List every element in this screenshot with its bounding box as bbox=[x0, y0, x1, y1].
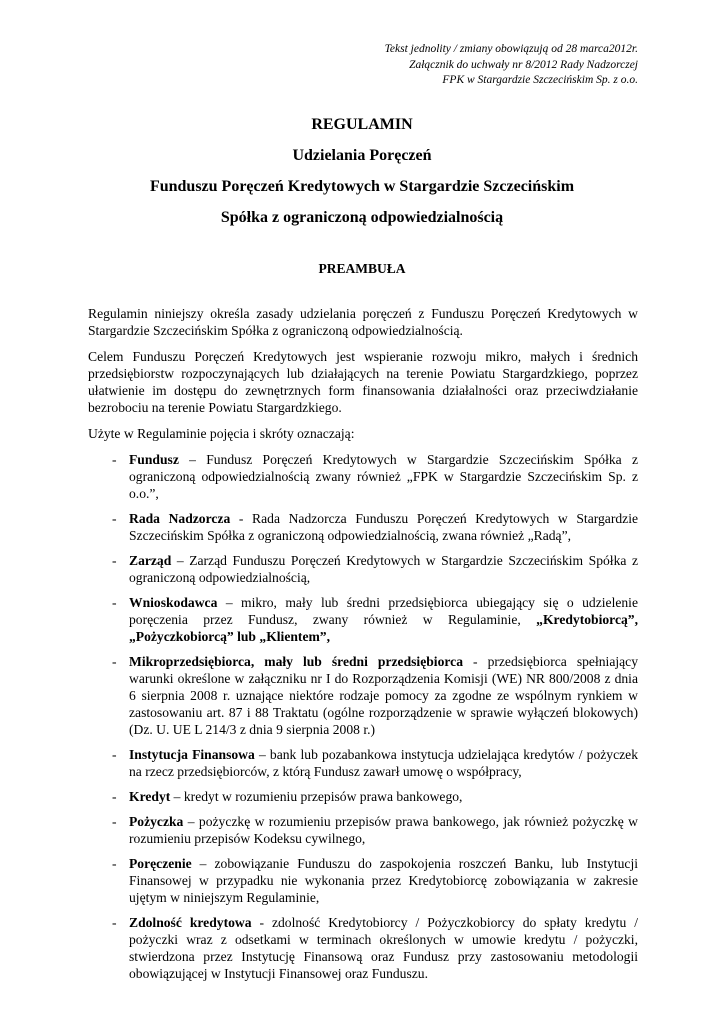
definition-term: Zarząd bbox=[129, 553, 172, 568]
definition-term: Rada Nadzorcza bbox=[129, 511, 231, 526]
definition-item: - Zarząd – Zarząd Funduszu Poręczeń Kredytowych w Stargardzie Szczecińskim Spółka z ograniczoną odpowiedzialnością, bbox=[112, 553, 638, 585]
document-title: REGULAMIN bbox=[311, 116, 413, 133]
definition-text: – zobowiązanie Funduszu do zaspokojenia roszczeń Banku, lub Instytucji Finansowej w przypadku nie wykonania przez Kredytobiorcę zobowiązania w zakresie ujętym w niniejszym Regulaminie, bbox=[129, 856, 638, 905]
definition-term: Fundusz bbox=[129, 452, 179, 467]
definition-text: – Fundusz Poręczeń Kredytowych w Stargardzie Szczecińskim Spółka z ograniczoną odpowiedzialnością zwany również „FPK w Stargardzie Szczecińskim Sp. z o.o.”, bbox=[129, 452, 638, 501]
document-titles bbox=[0, 116, 724, 227]
definition-item: - Fundusz – Fundusz Poręczeń Kredytowych w Stargardzie Szczecińskim Spółka z ograniczoną odpowiedzialnością zwany również „FPK w Stargardzie Szczecińskim Sp. z o.o.”, bbox=[112, 452, 638, 501]
header-note-line: FPK w Stargardzie Szczecińskim Sp. z o.o. bbox=[442, 74, 638, 86]
definition-term: Kredyt bbox=[129, 789, 171, 804]
definitions-list bbox=[88, 451, 638, 982]
definition-text: - zdolność Kredytobiorcy / Pożyczkobiorcy do spłaty kredytu / pożyczki wraz z odsetkami w terminach określonych w umowie kredytu / pożyczki, stwierdzona przez Instytucję Finansową oraz Fundusz przy zastosowaniu metodologii obowiązującej w Instytucji Finansowej oraz Funduszu. bbox=[129, 915, 638, 981]
document-body bbox=[88, 305, 638, 990]
definition-item: - Rada Nadzorcza - Rada Nadzorcza Funduszu Poręczeń Kredytowych w Stargardzie Szczecińskim Spółka z ograniczoną odpowiedzialnością, zwana również „Radą”, bbox=[112, 511, 639, 543]
definition-bold-tail: „Kredytobiorcą”, „Pożyczkobiorcą” lub „Klientem”, bbox=[129, 612, 638, 644]
definition-item: - Wnioskodawca – mikro, mały lub średni przedsiębiorca ubiegający się o udzielenie poręczenia przez Fundusz, zwany również w Regulaminie, „Kredytobiorcą”, „Pożyczkobiorcą” lub „Klientem”, bbox=[112, 595, 638, 644]
definition-text: - przedsiębiorca spełniający warunki określone w załączniku nr I do Rozporządzenia Komisji (WE) NR 800/2008 z dnia 6 sierpnia 2008 r. uznające niektóre rodzaje pomocy za zgodne ze wspólnym rynkiem w zastosowaniu art. 87 i 88 Traktatu (ogólne rozporządzenie w sprawie wyłączeń blokowych) (Dz. U. UE L 214/3 z dnia 9 sierpnia 2008 r.) bbox=[129, 654, 638, 737]
definition-term: Mikroprzedsiębiorca, mały lub średni przedsiębiorca bbox=[129, 654, 463, 669]
definition-item: - Kredyt – kredyt w rozumieniu przepisów prawa bankowego, bbox=[112, 789, 463, 804]
definition-term: Wnioskodawca bbox=[129, 595, 218, 610]
definition-term: Zdolność kredytowa bbox=[129, 915, 252, 930]
definition-item: - Zdolność kredytowa - zdolność Kredytobiorcy / Pożyczkobiorcy do spłaty kredytu / pożyczki wraz z odsetkami w terminach określonych w umowie kredytu / pożyczki, stwierdzona przez Instytucję Finansową oraz Fundusz przy zastosowaniu metodologii obowiązującej w Instytucji Finansowej oraz Funduszu. bbox=[112, 915, 638, 981]
definition-term: Instytucja Finansowa bbox=[129, 747, 255, 762]
definition-text: – Zarząd Funduszu Poręczeń Kredytowych w Stargardzie Szczecińskim Spółka z ograniczoną odpowiedzialnością, bbox=[129, 553, 638, 585]
definition-term: Poręczenie bbox=[129, 856, 192, 871]
paragraph: Celem Funduszu Poręczeń Kredytowych jest wspieranie rozwoju mikro, małych i średnich przedsiębiorstw rozpoczynających lub działających na terenie Powiatu Stargardzkiego, poprzez ułatwienie im dostępu do zewnętrznych form finansowania działalności oraz przeciwdziałanie bezrobociu na terenie Powiatu Stargardzkiego. bbox=[88, 349, 638, 415]
definition-text: – bank lub pozabankowa instytucja udzielająca kredytów / pożyczek na rzecz przedsiębiorców, z którą Fundusz zawarł umowę o współpracy, bbox=[129, 747, 638, 779]
document-subtitle: Udzielania Poręczeń bbox=[292, 147, 432, 164]
definition-text: – kredyt w rozumieniu przepisów prawa bankowego, bbox=[170, 789, 463, 804]
header-note-line: Tekst jednolity / zmiany obowiązują od 28 marca2012r. bbox=[384, 43, 638, 55]
definition-text: - Rada Nadzorcza Funduszu Poręczeń Kredytowych w Stargardzie Szczecińskim Spółka z ograniczoną odpowiedzialnością, zwana również „Radą”, bbox=[129, 511, 639, 543]
document-subtitle: Funduszu Poręczeń Kredytowych w Stargardzie Szczecińskim bbox=[149, 178, 575, 195]
definition-text: – pożyczkę w rozumieniu przepisów prawa bankowego, jak również pożyczkę w rozumieniu przepisów Kodeksu cywilnego, bbox=[129, 814, 638, 846]
definition-item: - Pożyczka – pożyczkę w rozumieniu przepisów prawa bankowego, jak również pożyczkę w rozumieniu przepisów Kodeksu cywilnego, bbox=[112, 814, 638, 846]
paragraph: Regulamin niniejszy określa zasady udzielania poręczeń z Funduszu Poręczeń Kredytowych w Stargardzie Szczecińskim Spółka z ograniczoną odpowiedzialnością. bbox=[88, 306, 638, 338]
definition-item: - Instytucja Finansowa – bank lub pozabankowa instytucja udzielająca kredytów / pożyczek na rzecz przedsiębiorców, z którą Fundusz zawarł umowę o współpracy, bbox=[112, 747, 638, 779]
document-subtitle: Spółka z ograniczoną odpowiedzialnością bbox=[220, 209, 504, 226]
definition-term: Pożyczka bbox=[129, 814, 184, 829]
header-note bbox=[218, 42, 638, 89]
preamble-heading: PREAMBUŁA bbox=[318, 261, 406, 276]
paragraph: Użyte w Regulaminie pojęcia i skróty oznaczają: bbox=[88, 426, 355, 441]
header-note-line: Załącznik do uchwały nr 8/2012 Rady Nadzorczej bbox=[409, 58, 638, 71]
definition-item: - Poręczenie – zobowiązanie Funduszu do zaspokojenia roszczeń Banku, lub Instytucji Finansowej w przypadku nie wykonania przez Kredytobiorcę zobowiązania w zakresie ujętym w niniejszym Regulaminie, bbox=[112, 856, 638, 905]
definition-text: – mikro, mały lub średni przedsiębiorca ubiegający się o udzielenie poręczenia przez Fundusz, zwany również w Regulaminie, bbox=[129, 595, 638, 627]
definition-item: - Mikroprzedsiębiorca, mały lub średni przedsiębiorca - przedsiębiorca spełniający warunki określone w załączniku nr I do Rozporządzenia Komisji (WE) NR 800/2008 z dnia 6 sierpnia 2008 r. uznające niektóre rodzaje pomocy za zgodne ze wspólnym rynkiem w zastosowaniu art. 87 i 88 Traktatu (ogólne rozporządzenie w sprawie wyłączeń blokowych) (Dz. U. UE L 214/3 z dnia 9 sierpnia 2008 r.) bbox=[112, 654, 638, 737]
